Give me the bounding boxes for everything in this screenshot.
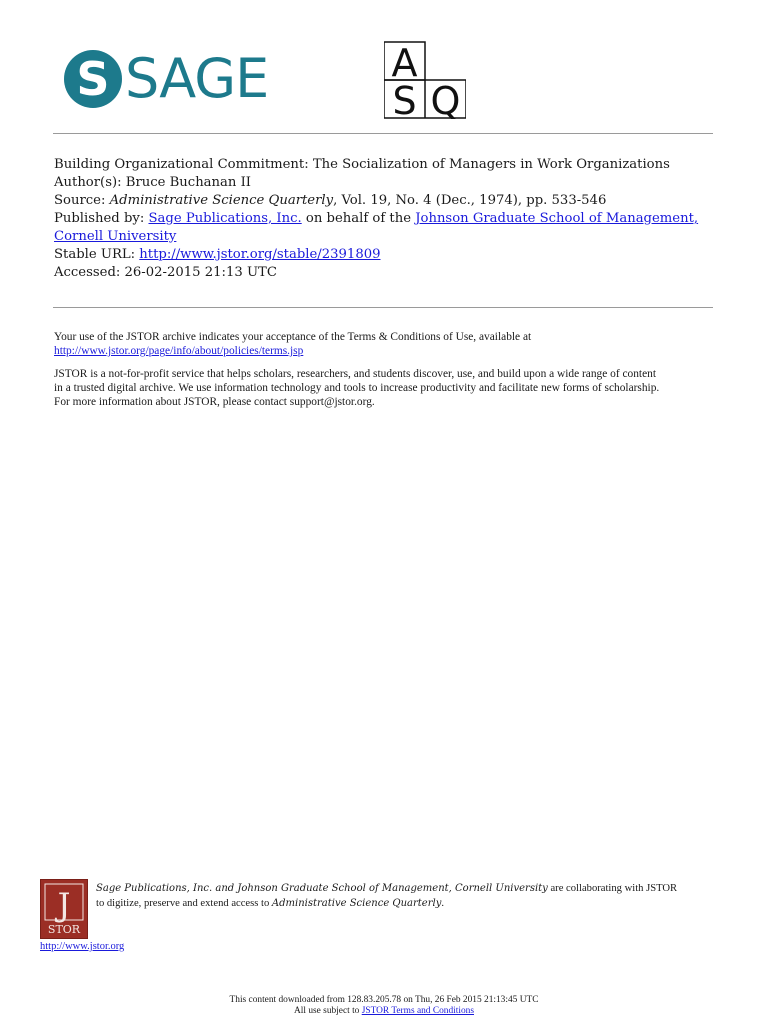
publisher-link[interactable]: Sage Publications, Inc. [148,211,302,226]
terms-paragraph [54,330,724,358]
institution-link-cont[interactable]: Cornell University [54,229,177,244]
jstor-logo-graphic [41,880,87,938]
published-label: Published by: [54,211,149,226]
jstor-description-line-3: For more information about JSTOR, please contact support@jstor.org. [54,396,375,408]
collaboration-notice [96,881,736,911]
collab-text-2: to digitize, preserve and extend access to [96,898,272,909]
jstor-logo-letter: J [57,886,71,924]
middle-divider [53,307,713,308]
footer-line-1: This content downloaded from 128.83.205.78 on Thu, 26 Feb 2015 21:13:45 UTC [229,995,539,1005]
terms-url-link[interactable]: http://www.jstor.org/page/info/about/policies/terms.jsp [54,345,304,357]
footer-prefix: All use subject to [294,1006,362,1016]
source-journal: Administrative Science Quarterly [109,193,334,208]
top-divider [53,133,713,134]
jstor-logo-wordmark: STOR [47,923,81,936]
sage-logo-mark [64,50,122,108]
collab-partners: Sage Publications, Inc. and Johnson Graduate School of Management, Cornell University [96,883,548,894]
terms-notice [54,330,724,418]
collab-journal: Administrative Science Quarterly [271,898,442,909]
article-publisher [54,210,724,228]
article-stable-url [54,246,724,264]
article-institution-cont [54,228,724,246]
asq-logo [384,40,466,122]
article-source [54,192,724,210]
jstor-description-line-1: JSTOR is a not-for-profit service that helps scholars, researchers, and students discover, use, and build upon a wide range of content [54,368,657,380]
institution-link[interactable]: Johnson Graduate School of Management, [415,211,699,226]
stable-url-label: Stable URL: [54,247,140,262]
asq-letter-a: A [391,41,418,85]
article-authors [54,174,724,192]
authors-label: Author(s): [54,175,126,190]
collab-text-1: are collaborating with JSTOR [547,883,678,894]
article-metadata [54,156,724,282]
on-behalf-text: on behalf of the [301,211,416,226]
jstor-logo [40,879,88,939]
source-label: Source: [54,193,110,208]
sage-logo [64,48,268,110]
authors-value: Bruce Buchanan II [125,175,252,190]
asq-logo-graphic [384,40,466,122]
sage-logo-mark-letter: S [76,52,110,106]
terms-text: Your use of the JSTOR archive indicates your acceptance of the Terms & Conditions of Use, available at [54,331,532,343]
footer-terms-link[interactable]: JSTOR Terms and Conditions [361,1006,474,1016]
sage-logo-wordmark: SAGE [125,47,269,110]
jstor-description-line-2: in a trusted digital archive. We use information technology and tools to increase productivity and facilitate new forms of scholarship. [54,382,660,394]
footer-line-2 [0,1006,768,1017]
download-footer [0,995,768,1017]
jstor-home-link[interactable]: http://www.jstor.org [40,941,125,952]
asq-letter-s: S [392,79,417,122]
article-title: Building Organizational Commitment: The Socialization of Managers in Work Organizations [54,157,670,172]
jstor-description [54,367,724,409]
asq-letter-q: Q [430,79,461,122]
article-accessed: Accessed: 26-02-2015 21:13 UTC [54,265,277,280]
source-details: , Vol. 19, No. 4 (Dec., 1974), pp. 533-546 [333,193,607,208]
collab-end: . [441,898,445,909]
stable-url-link[interactable]: http://www.jstor.org/stable/2391809 [139,247,381,262]
